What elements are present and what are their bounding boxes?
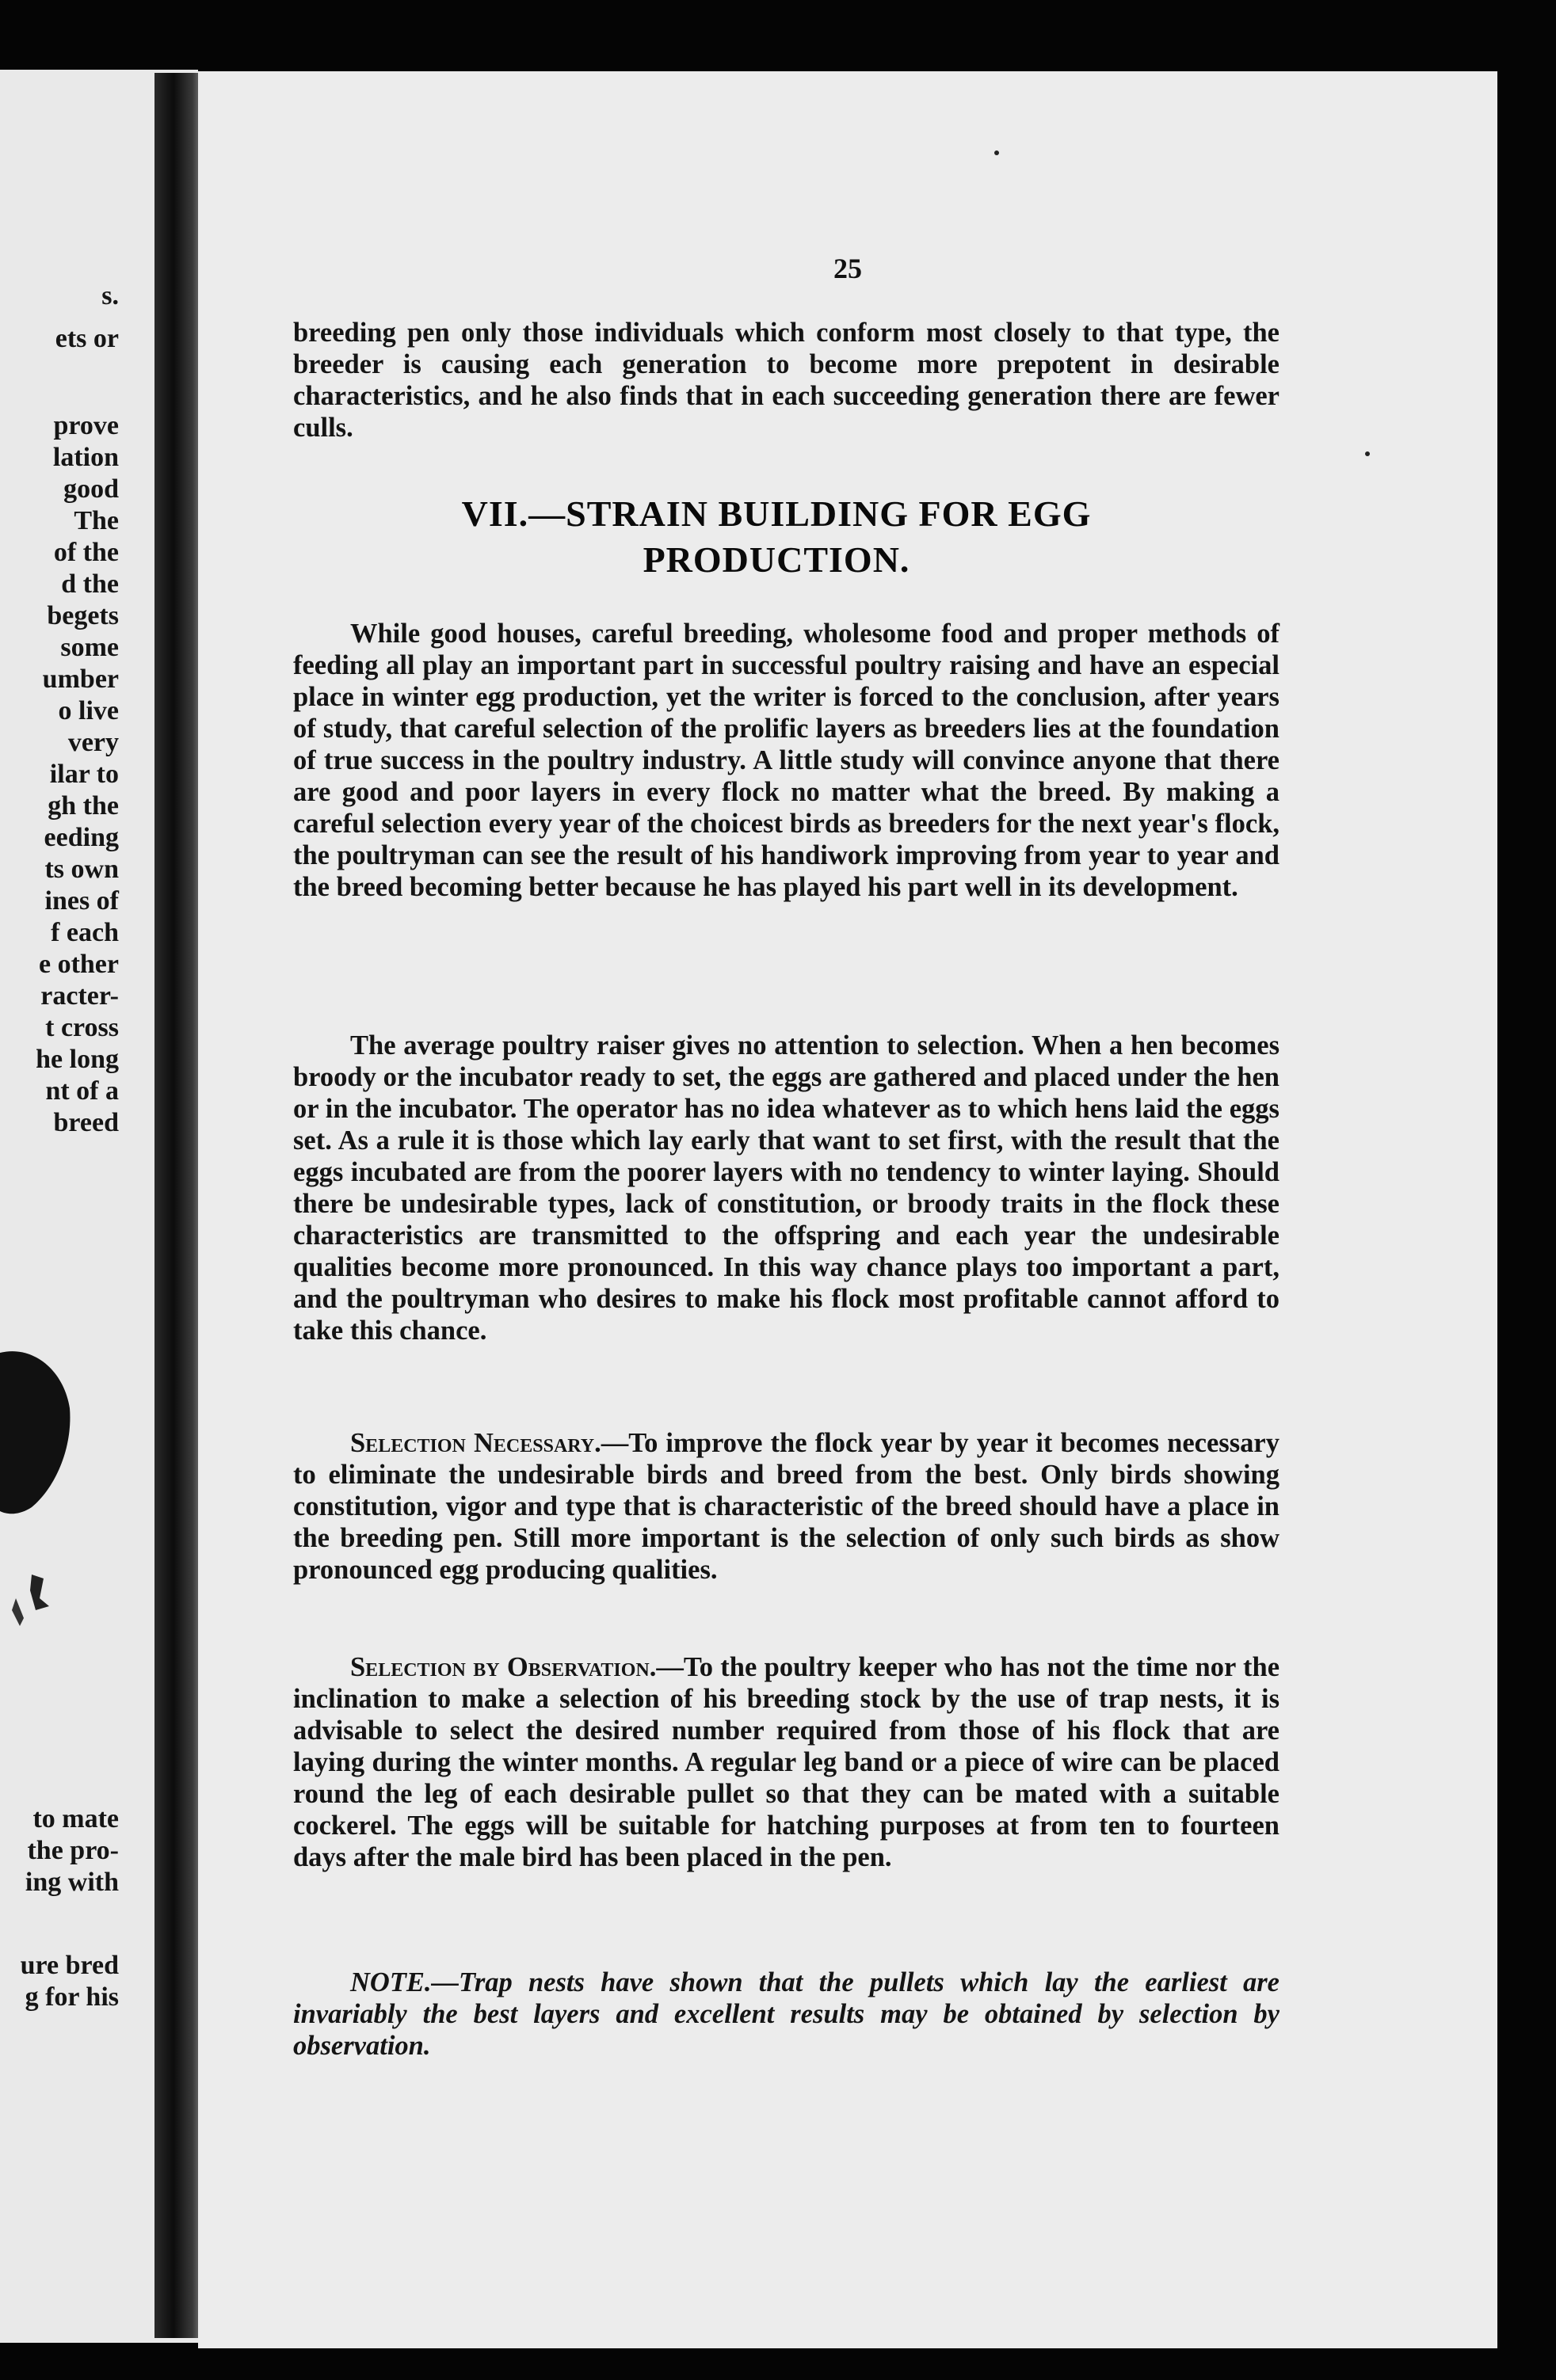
intro-paragraph-block: [293, 317, 1280, 444]
paragraph-1: While good houses, careful breeding, wholesome food and proper methods of feeding all play an important part in successful poultry raising and have an especial place in winter egg production, yet the writer is forced to the conclusion, after years of study, that careful selection of the prolific layers as breeders lies at the foundation of true success in the poultry industry. A little study will convince anyone that there are good and poor layers in every flock no matter what the breed. By making a careful selection every year of the choicest birds as breeders for the next year's flock, the poultryman can see the result of his handiwork improving from year to year and the breed becoming better because he has played his part well in its development.: [293, 619, 1280, 902]
left-page-fragment: t cross: [45, 1013, 119, 1042]
book-gutter: [154, 73, 202, 2338]
left-page-fragment: eeding: [44, 823, 119, 852]
paragraph-2: The average poultry raiser gives no attention to selection. When a hen becomes broody or the incubator ready to set, the eggs are gathered and placed under the hen or in the incubator. The operator has no idea whatever as to which hens laid the eggs set. As a rule it is those which lay early that want to set first, with the result that the eggs incubated are from the poorer layers with no tendency to winter laying. Should there be undesirable types, lack of constitution, or broody traits in the flock these characteristics are transmitted to the offspring and each year the undesirable qualities become more pronounced. In this way chance plays too important a part, and the poultryman who desires to make his flock most profitable cannot afford to take this chance.: [293, 1030, 1280, 1346]
paragraph-2-block: [293, 1030, 1280, 1346]
note-block: [293, 1967, 1280, 2062]
left-page-fragment: to mate: [32, 1804, 119, 1834]
note-label: NOTE.: [350, 1967, 432, 1997]
left-page-fragment: nt of a: [45, 1076, 119, 1106]
paragraph-1-block: [293, 618, 1280, 903]
selection-necessary-text: —To improve the flock year by year it becomes necessary to eliminate the undesirable birds and breed from the best. Only birds showing constitution, vigor and type that is characteristic of the breed should have a place in the breeding pen. Still more important is the selection of only such birds as show pronounced egg producing qualities.: [293, 1428, 1280, 1585]
selection-observation-paragraph: [293, 1651, 1280, 1873]
left-page-fragment: o live: [58, 696, 119, 725]
left-page-fragment: gh the: [48, 791, 119, 821]
left-page-fragment: he long: [36, 1045, 119, 1074]
left-page-fragment: of the: [53, 538, 119, 567]
left-page-fragment: prove: [53, 411, 119, 440]
rooster-illustration-fragment: [0, 1337, 71, 1638]
left-page-fragment: ines of: [44, 886, 119, 916]
page-number: 25: [833, 253, 862, 284]
left-page-fragment: ure bred: [20, 1951, 119, 1980]
note-paragraph: [293, 1967, 1280, 2062]
selection-observation-block: [293, 1651, 1280, 1873]
left-page-fragment: s.: [101, 281, 119, 310]
left-page-fragment: breed: [53, 1108, 119, 1137]
selection-necessary-block: [293, 1427, 1280, 1586]
selection-necessary-heading: Selection Necessary.: [350, 1428, 601, 1458]
left-page-fragment: d the: [61, 569, 119, 599]
speck: [994, 150, 999, 155]
selection-observation-heading: Selection by Observation.: [350, 1652, 657, 1682]
left-page-fragment: very: [67, 728, 119, 757]
left-page-fragment: lation: [52, 443, 119, 472]
left-page-fragment: the pro-: [27, 1836, 119, 1865]
chapter-heading-line-2: PRODUCTION.: [643, 539, 910, 580]
left-page-fragment: ets or: [55, 324, 119, 353]
left-page-fragment: ilar to: [49, 760, 119, 789]
note-text: —Trap nests have shown that the pullets which lay the earliest are invariably the best layers and excellent results may be obtained by selection by observation.: [293, 1967, 1280, 2061]
left-page-fragment: f each: [51, 918, 119, 947]
left-page-fragment: racter-: [40, 981, 119, 1011]
left-page-fragment: The: [74, 506, 119, 535]
left-page-fragment: g for his: [25, 1982, 119, 2012]
left-page-fragment: some: [60, 633, 119, 662]
left-page-fragment: ts own: [44, 855, 119, 884]
intro-paragraph: breeding pen only those individuals which conform most closely to that type, the breeder is causing each generation to become more prepotent in desirable characteristics, and he also finds that in each succeeding generation there are fewer culls.: [293, 318, 1280, 443]
left-page-fragment: good: [63, 474, 119, 504]
selection-necessary-paragraph: [293, 1427, 1280, 1586]
left-page-fragment: umber: [42, 664, 119, 694]
selection-observation-text: —To the poultry keeper who has not the time nor the inclination to make a selection of his breeding stock by the use of trap nests, it is advisable to select the desired number required from those of his flock that are laying during the winter months. A regular leg band or a piece of wire can be placed round the leg of each desirable pullet so that they can be mated with a suitable cockerel. The eggs will be suitable for hatching purposes at from ten to fourteen days after the male bird has been placed in the pen.: [293, 1652, 1280, 1872]
left-page-fragment: e other: [38, 950, 119, 979]
left-page-fragment: begets: [47, 601, 119, 630]
page-25: [198, 71, 1497, 2348]
speck: [1365, 451, 1370, 456]
chapter-heading-line-1: VII.—STRAIN BUILDING FOR EGG: [461, 493, 1092, 534]
chapter-heading: [317, 491, 1236, 583]
left-page-fragment: ing with: [25, 1868, 119, 1897]
